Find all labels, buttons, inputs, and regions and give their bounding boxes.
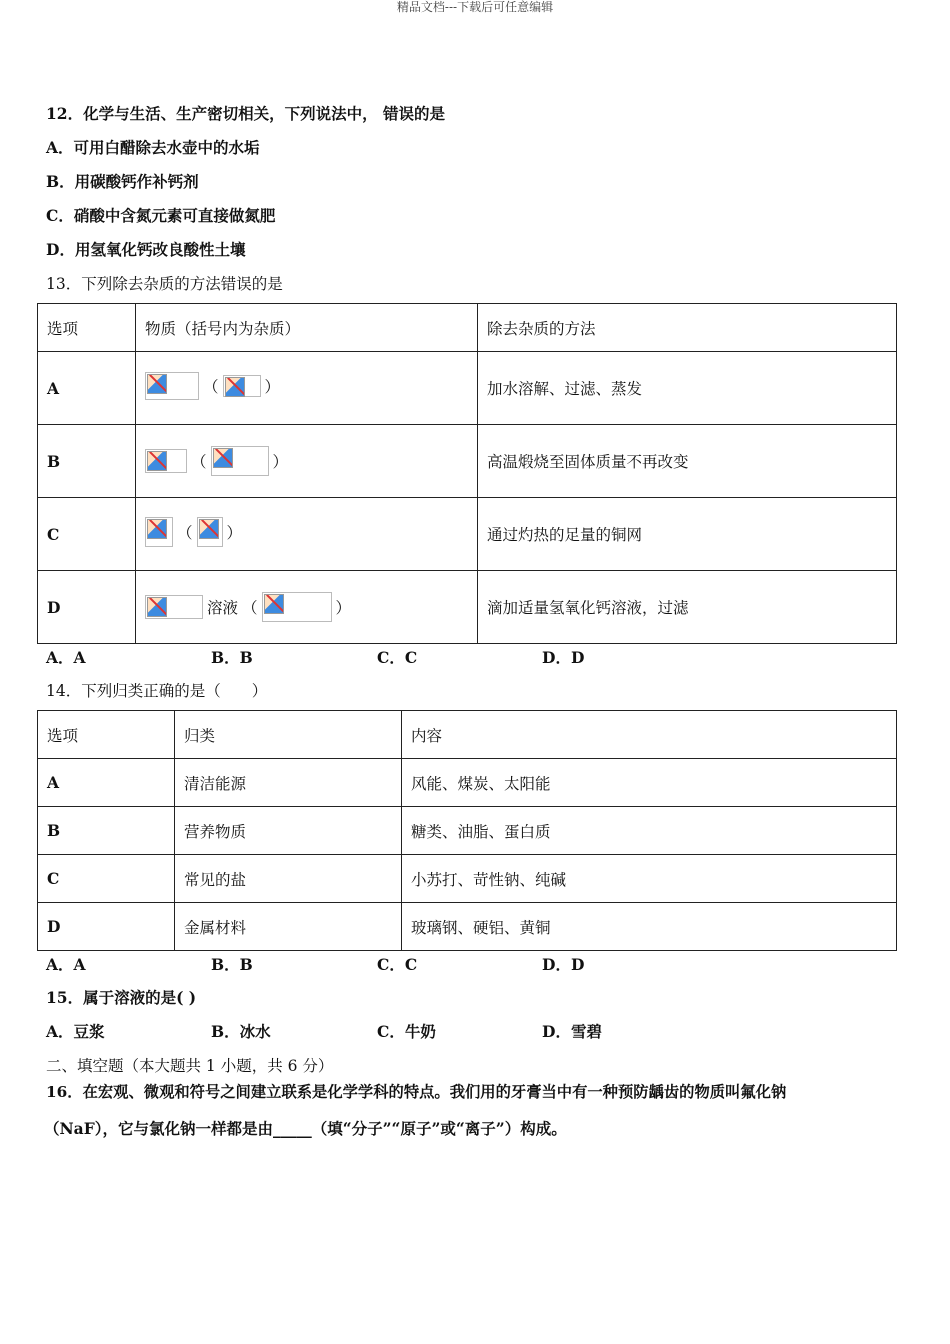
q14-header-option: 选项: [38, 711, 175, 759]
q13-stem: 13．下列除去杂质的方法错误的是: [46, 275, 283, 293]
q14-row-b-content: 糖类、油脂、蛋白质: [402, 807, 897, 855]
table-row: [38, 759, 897, 807]
q14-row-d-category: 金属材料: [175, 903, 402, 951]
q15-stem: 15．属于溶液的是( ): [46, 988, 197, 1007]
q14-row-c-category: 常见的盐: [175, 855, 402, 903]
q15-answer-b: B．冰水: [211, 1022, 271, 1041]
table-row: [38, 352, 897, 425]
table-row: [38, 571, 897, 644]
q13-row-c-method: 通过灼热的足量的铜网: [478, 498, 897, 571]
q14-row-c-content: 小苏打、苛性钠、纯碱: [402, 855, 897, 903]
table-row: [38, 425, 897, 498]
q13-row-c-option: C: [38, 498, 136, 571]
q15-answer-a: A．豆浆: [46, 1022, 105, 1041]
q14-row-d-option: D: [38, 903, 175, 951]
page-header: 精品文档---下载后可任意编辑: [396, 0, 554, 14]
q14-row-a-option: A: [38, 759, 175, 807]
q15-answer-c: C．牛奶: [377, 1022, 436, 1041]
q13-answer-d: D．D: [542, 648, 585, 667]
q14-answer-c: C．C: [377, 955, 418, 974]
q12-option-d: D．用氢氧化钙改良酸性土壤: [46, 240, 246, 259]
q14-row-b-option: B: [38, 807, 175, 855]
missing-image-icon: [223, 375, 261, 397]
q14-row-c-option: C: [38, 855, 175, 903]
q13-header-substance: 物质（括号内为杂质）: [136, 304, 478, 352]
q13-header-option: 选项: [38, 304, 136, 352]
q14-table: [37, 710, 897, 951]
q13-row-d-option: D: [38, 571, 136, 644]
q14-answer-d: D．D: [542, 955, 585, 974]
q14-row-d-content: 玻璃钢、硬铝、黄铜: [402, 903, 897, 951]
q12-option-b: B．用碳酸钙作补钙剂: [46, 172, 199, 191]
missing-image-icon: [197, 517, 223, 547]
table-row: [38, 807, 897, 855]
q13-row-d-substance: 溶液 （ ）: [136, 571, 478, 644]
q13-row-a-substance: （ ）: [136, 352, 478, 425]
missing-image-icon: [145, 449, 187, 473]
q13-row-b-option: B: [38, 425, 136, 498]
missing-image-icon: [145, 595, 203, 619]
q12-option-c: C．硝酸中含氮元素可直接做氮肥: [46, 206, 276, 225]
q13-row-b-method: 高温煅烧至固体质量不再改变: [478, 425, 897, 498]
q14-answer-a: A．A: [46, 955, 86, 974]
q16-line2: （NaF），它与氯化钠一样都是由_____（填“分子”“原子”或“离子”）构成。: [44, 1119, 567, 1138]
q14-stem: 14．下列归类正确的是（ ）: [46, 682, 268, 700]
q14-header-content: 内容: [402, 711, 897, 759]
q13-row-c-substance: （ ）: [136, 498, 478, 571]
q14-row-b-category: 营养物质: [175, 807, 402, 855]
q14-row-a-content: 风能、煤炭、太阳能: [402, 759, 897, 807]
q13-row-a-option: A: [38, 352, 136, 425]
q13-answer-a: A．A: [46, 648, 86, 667]
section-title: 二、填空题（本大题共 1 小题，共 6 分）: [46, 1057, 334, 1075]
missing-image-icon: [145, 517, 173, 547]
q13-answer-c: C．C: [377, 648, 418, 667]
q16-line1: 16．在宏观、微观和符号之间建立联系是化学学科的特点。我们用的牙膏当中有一种预防龋齿的物质叫氟化钠: [46, 1083, 787, 1101]
q12-option-a: A．可用白醋除去水壶中的水垢: [46, 138, 260, 157]
q12-stem: 12．化学与生活、生产密切相关，下列说法中， 错误的是: [46, 104, 445, 123]
q14-header-category: 归类: [175, 711, 402, 759]
missing-image-icon: [262, 592, 332, 622]
table-row: [38, 855, 897, 903]
q13-table: [37, 303, 897, 644]
q13-row-d-method: 滴加适量氢氧化钙溶液，过滤: [478, 571, 897, 644]
q14-answer-b: B．B: [211, 955, 253, 974]
table-row: [38, 903, 897, 951]
missing-image-icon: [211, 446, 269, 476]
q14-row-a-category: 清洁能源: [175, 759, 402, 807]
q13-header-method: 除去杂质的方法: [478, 304, 897, 352]
table-row: [38, 498, 897, 571]
q13-answer-b: B．B: [211, 648, 253, 667]
q13-row-a-method: 加水溶解、过滤、蒸发: [478, 352, 897, 425]
q15-answer-d: D．雪碧: [542, 1022, 602, 1041]
missing-image-icon: [145, 372, 199, 400]
q13-row-b-substance: （ ）: [136, 425, 478, 498]
